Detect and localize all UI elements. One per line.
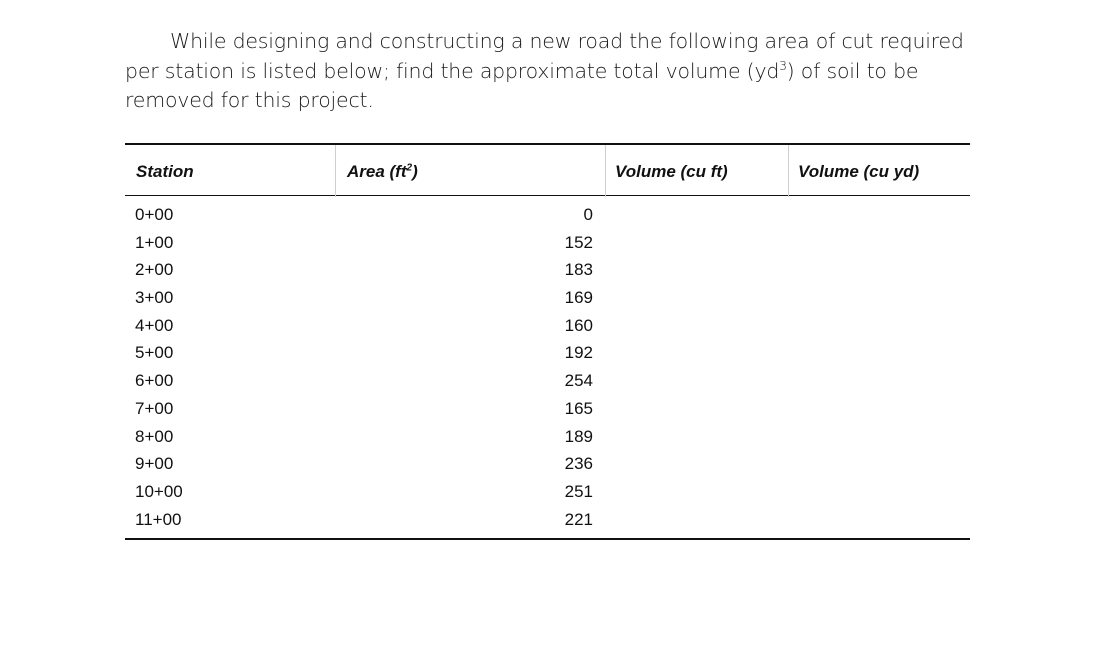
station-cell: 3+00 bbox=[135, 288, 174, 308]
area-cell: 183 bbox=[564, 260, 593, 280]
problem-text-start: While designing and constructing a new road the following area of cut required per station is listed below; find the approximate total volume (yd bbox=[125, 29, 964, 83]
area-cell: 165 bbox=[564, 398, 593, 418]
table-row bbox=[125, 285, 970, 313]
table-row bbox=[125, 340, 970, 368]
problem-statement bbox=[125, 27, 985, 116]
column-separator bbox=[605, 145, 606, 197]
area-cell: 221 bbox=[564, 509, 593, 529]
table-row bbox=[125, 507, 970, 535]
table-row bbox=[125, 257, 970, 285]
station-cell: 9+00 bbox=[135, 454, 174, 474]
table-row bbox=[125, 202, 970, 230]
problem-text-end: ) of soil to be removed for this project. bbox=[125, 58, 919, 112]
table-row bbox=[125, 451, 970, 479]
table-row bbox=[125, 313, 970, 341]
table-header-row bbox=[125, 145, 970, 195]
area-cell: 160 bbox=[564, 315, 593, 335]
area-cell: 0 bbox=[583, 205, 593, 224]
header-station: Station bbox=[136, 162, 194, 181]
header-area-superscript: 2 bbox=[406, 162, 413, 174]
area-cell: 251 bbox=[564, 481, 593, 501]
table-row bbox=[125, 424, 970, 452]
station-cell: 6+00 bbox=[135, 371, 174, 391]
station-cell: 5+00 bbox=[135, 343, 174, 363]
header-area-close: ) bbox=[412, 162, 418, 181]
area-cell: 236 bbox=[564, 454, 593, 474]
station-cell: 1+00 bbox=[135, 232, 174, 252]
station-cell: 11+00 bbox=[135, 509, 182, 529]
area-cell: 169 bbox=[564, 288, 593, 308]
column-separator bbox=[335, 145, 336, 197]
station-cell: 0+00 bbox=[135, 205, 174, 224]
header-area bbox=[347, 162, 418, 182]
table-row bbox=[125, 479, 970, 507]
table-bottom-rule bbox=[125, 538, 970, 540]
header-volume-cu-ft: Volume (cu ft) bbox=[615, 162, 728, 181]
station-cell: 4+00 bbox=[135, 315, 174, 335]
cut-volume-table bbox=[125, 143, 970, 540]
column-separator bbox=[788, 145, 789, 197]
area-cell: 192 bbox=[564, 343, 593, 363]
area-cell: 152 bbox=[564, 232, 593, 252]
station-cell: 2+00 bbox=[135, 260, 174, 280]
station-cell: 7+00 bbox=[135, 398, 174, 418]
table-row bbox=[125, 396, 970, 424]
header-volume-cu-yd: Volume (cu yd) bbox=[798, 162, 920, 181]
table-body bbox=[125, 196, 970, 538]
station-cell: 10+00 bbox=[135, 481, 183, 501]
area-cell: 254 bbox=[564, 371, 593, 391]
table-row bbox=[125, 368, 970, 396]
table-row bbox=[125, 230, 970, 258]
header-area-text: Area (ft bbox=[347, 162, 407, 181]
problem-superscript: 3 bbox=[779, 58, 787, 73]
area-cell: 189 bbox=[564, 426, 593, 446]
station-cell: 8+00 bbox=[135, 426, 174, 446]
